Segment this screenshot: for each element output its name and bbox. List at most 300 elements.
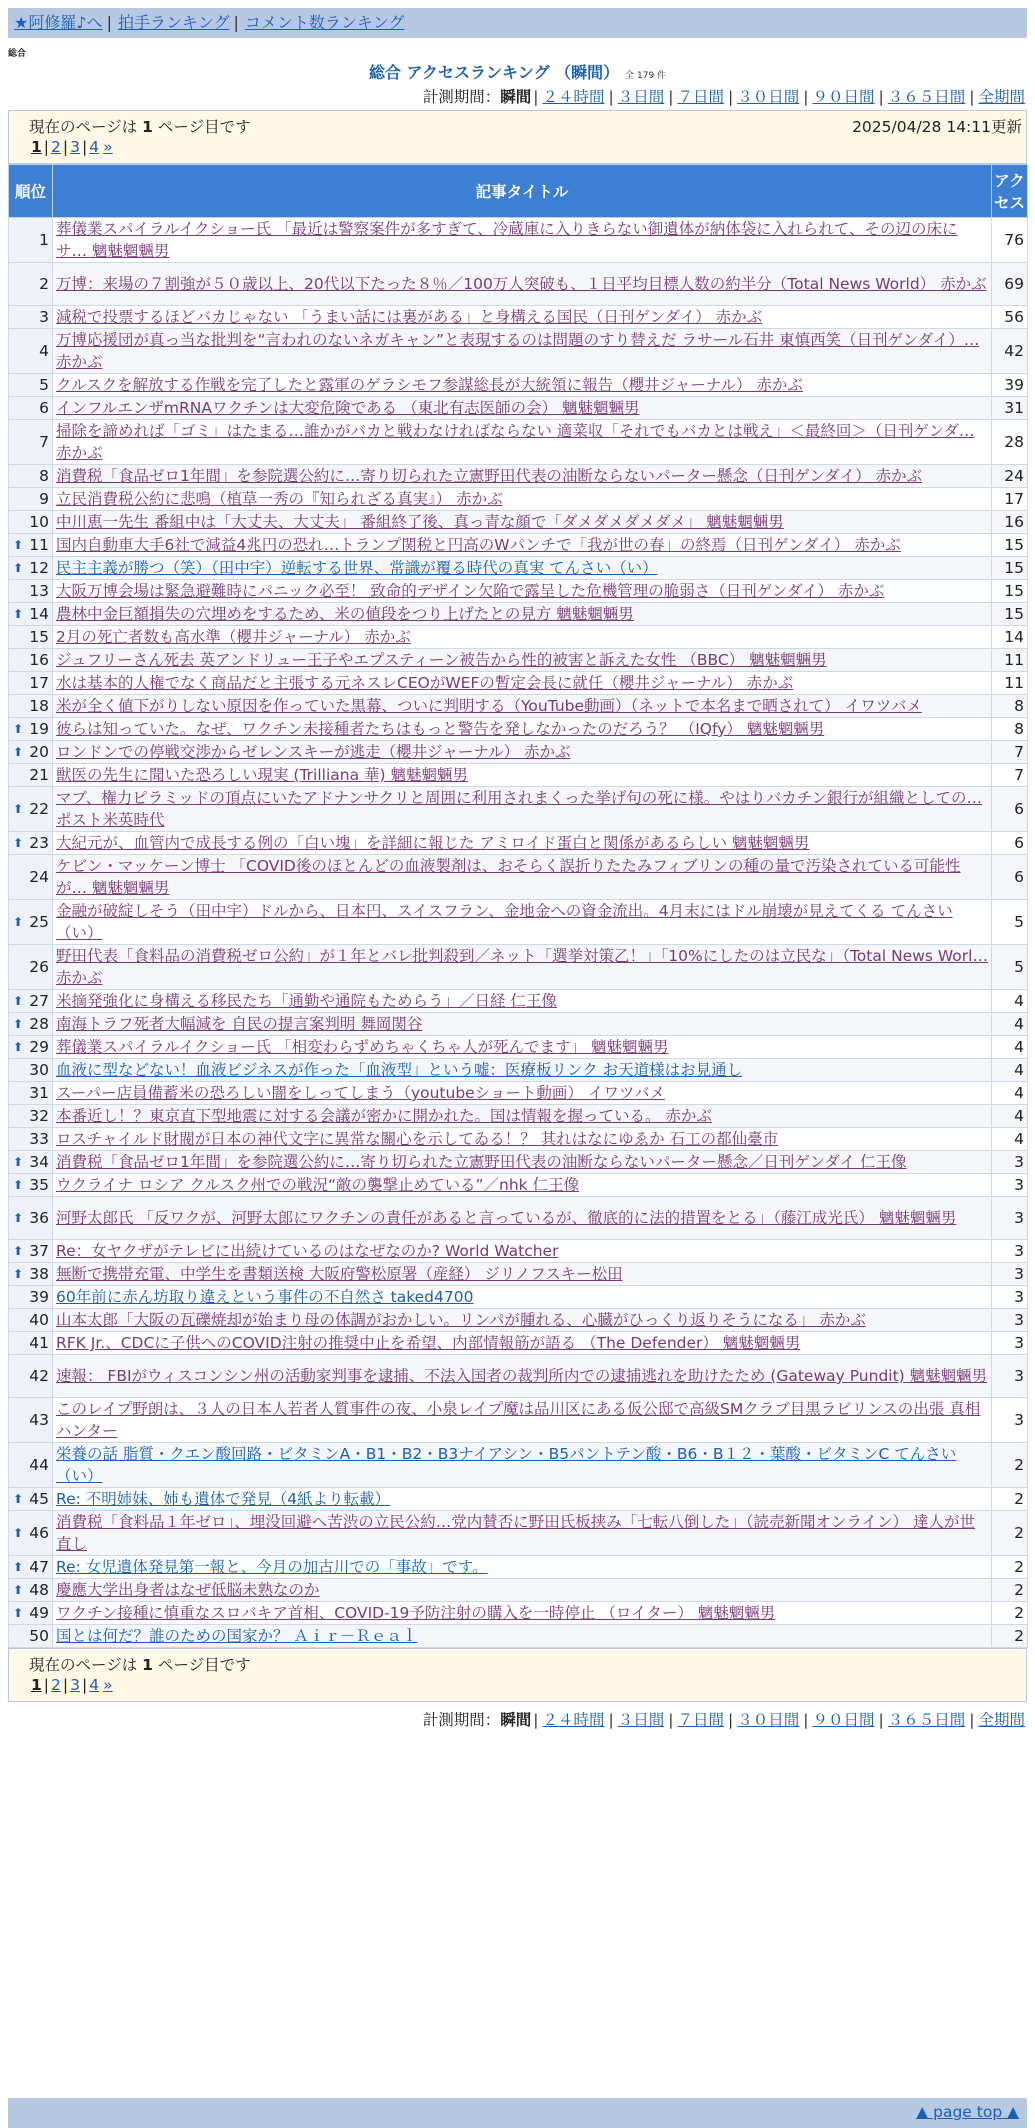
period-link[interactable]: ３０日間 xyxy=(737,88,800,106)
pager-page-link[interactable]: 3 xyxy=(70,1676,81,1694)
title-cell xyxy=(53,832,992,855)
table-header-row xyxy=(9,165,1028,218)
pager-separator: | xyxy=(82,138,88,156)
pager xyxy=(29,138,115,156)
article-link[interactable]: 血液に型などない！血液ビジネスが作った「血液型」という嘘：医療板リンク お天道様はお見通し xyxy=(56,1061,743,1079)
article-link[interactable]: Re: 不明姉妹、姉も遺体で発見（4紙より転載） xyxy=(56,1490,391,1508)
rank-cell xyxy=(9,1059,53,1082)
table-row xyxy=(9,1013,1028,1036)
rank-cell xyxy=(9,649,53,672)
title-cell xyxy=(53,1174,992,1197)
period-separator: | xyxy=(533,88,539,106)
article-link[interactable]: Re：女ヤクザがテレビに出続けているのはなぜなのか? World Watcher xyxy=(56,1242,559,1260)
article-link[interactable]: クルスクを解放する作戦を完了したと露軍のゲラシモフ参謀総長が大統領に報告（櫻井ジャーナル） 赤かぶ xyxy=(56,376,803,394)
title-cell xyxy=(53,511,992,534)
article-link[interactable]: 速報： FBIがウィスコンシン州の活動家判事を逮捕、不法入国者の裁判所内での逮捕逃れを助けたため (Gateway Pundit) 魑魅魍魎男 xyxy=(56,1367,988,1385)
period-link[interactable]: ３日間 xyxy=(617,1711,665,1729)
table-row xyxy=(9,557,1028,580)
rank-cell xyxy=(9,1082,53,1105)
article-link[interactable]: 消費税「食品ゼロ1年間」を参院選公約に…寄り切られた立憲野田代表の油断ならないパーター懸念／日刊ゲンダイ 仁王像 xyxy=(56,1153,907,1171)
article-link[interactable]: 無断で携帯充電、中学生を書類送検 大阪府警松原署（産経） ジリノフスキー松田 xyxy=(56,1265,623,1283)
table-row xyxy=(9,1556,1028,1579)
period-link[interactable]: 全期間 xyxy=(978,88,1025,106)
up-arrow-icon: ⬆ xyxy=(13,802,24,816)
rank-cell xyxy=(9,764,53,787)
access-count: 8 xyxy=(992,695,1028,718)
applause-ranking-link[interactable]: 拍手ランキング xyxy=(117,13,230,32)
up-arrow-icon: ⬆ xyxy=(13,994,24,1008)
article-link[interactable]: 中川恵一先生 番組中は「大丈夫、大丈夫」 番組終了後、真っ青な顔で「ダメダメダメダメ」 魑魅魍魎男 xyxy=(56,513,784,531)
article-link[interactable]: 山本太郎「大阪の瓦礫焼却が始まり母の体調がおかしい。リンパが腫れる、心臓がひっくり返りそうになる」 赤かぶ xyxy=(56,1311,866,1329)
article-link[interactable]: 国とは何だ？誰のための国家か？ Ａｉｒ－Ｒｅａｌ xyxy=(56,1627,418,1645)
current-page-text xyxy=(29,115,251,137)
access-count: 2 xyxy=(992,1488,1028,1511)
access-count: 4 xyxy=(992,1128,1028,1151)
table-row xyxy=(9,741,1028,764)
pager-page-link[interactable]: 4 xyxy=(89,1676,100,1694)
rank-number: 33 xyxy=(29,1130,49,1148)
period-link[interactable]: ３０日間 xyxy=(737,1711,800,1729)
period-separator: | xyxy=(803,1711,809,1729)
table-row xyxy=(9,1398,1028,1443)
rank-cell xyxy=(9,672,53,695)
table-row xyxy=(9,945,1028,990)
up-arrow-icon: ⬆ xyxy=(13,1492,24,1506)
access-count: 3 xyxy=(992,1309,1028,1332)
period-link[interactable]: ３６５日間 xyxy=(887,1711,966,1729)
access-count: 31 xyxy=(992,397,1028,420)
access-count: 24 xyxy=(992,465,1028,488)
rank-cell xyxy=(9,718,53,741)
access-count: 2 xyxy=(992,1511,1028,1556)
rank-number: 1 xyxy=(39,231,49,249)
rank-number: 19 xyxy=(29,720,49,738)
table-row xyxy=(9,1082,1028,1105)
access-count: 4 xyxy=(992,990,1028,1013)
rank-cell xyxy=(9,1625,53,1648)
period-separator: | xyxy=(969,1711,975,1729)
period-separator: | xyxy=(728,88,734,106)
up-arrow-icon: ⬆ xyxy=(13,1583,24,1597)
period-label: 計測期間： xyxy=(422,1711,501,1729)
table-row xyxy=(9,1036,1028,1059)
rank-cell xyxy=(9,1355,53,1398)
access-count: 2 xyxy=(992,1443,1028,1488)
access-count: 3 xyxy=(992,1355,1028,1398)
article-link[interactable]: 大阪万博会場は緊急避難時にパニック必至！ 致命的デザイン欠陥で露呈した危機管理の脆弱さ（日刊ゲンダイ） 赤かぶ xyxy=(56,582,885,600)
rank-cell xyxy=(9,488,53,511)
access-count: 16 xyxy=(992,511,1028,534)
rank-cell xyxy=(9,534,53,557)
rank-cell xyxy=(9,1398,53,1443)
rank-cell xyxy=(9,1013,53,1036)
access-count: 4 xyxy=(992,1059,1028,1082)
period-link[interactable]: ７日間 xyxy=(677,1711,724,1729)
title-cell xyxy=(53,557,992,580)
rank-cell xyxy=(9,465,53,488)
period-current: 瞬間 xyxy=(500,88,532,106)
article-link[interactable]: 万博：来場の７割強が５０歳以上、20代以下たった８％／100万人突破も、１日平均目標人数の約半分（Total News World） 赤かぶ xyxy=(56,275,987,293)
article-link[interactable]: 河野太郎氏 「反ワクが、河野太郎にワクチンの責任があると言っているが、徹底的に法的措置をとる」（藤江成光氏） 魑魅魍魎男 xyxy=(56,1209,957,1227)
title-cell xyxy=(53,1013,992,1036)
table-row xyxy=(9,465,1028,488)
title-cell xyxy=(53,1151,992,1174)
article-link[interactable]: このレイプ野朗は、３人の日本人若者人質事件の夜、小泉レイプ魔は品川区にある仮公邸で高級SMクラブ目黒ラビリンスの出張 真相ハンター xyxy=(56,1400,981,1440)
pager-next-link[interactable]: » xyxy=(103,1676,113,1694)
table-row xyxy=(9,1059,1028,1082)
table-row xyxy=(9,1309,1028,1332)
article-link[interactable]: 葬儀業スパイラルイクショー氏 「最近は警察案件が多すぎて、冷蔵庫に入りきらない御遺体が納体袋に入れられて、その辺の床にサ… 魑魅魍魎男 xyxy=(56,220,958,260)
rank-cell xyxy=(9,1443,53,1488)
article-link[interactable]: ロスチャイルド財閥が日本の神代文字に異常な關心を示してゐる！？ 其れはなにゆゑか 石工の都仙臺市 xyxy=(56,1130,779,1148)
title-cell xyxy=(53,1197,992,1240)
title-cell xyxy=(53,263,992,306)
article-link[interactable]: 南海トラフ死者大幅減を 自民の提言案判明 舞岡関谷 xyxy=(56,1015,423,1033)
rank-number: 2 xyxy=(39,275,49,293)
rank-cell xyxy=(9,1151,53,1174)
rank-cell xyxy=(9,695,53,718)
title-cell xyxy=(53,1036,992,1059)
rank-number: 43 xyxy=(29,1411,49,1429)
rank-cell xyxy=(9,1240,53,1263)
access-count: 3 xyxy=(992,1286,1028,1309)
period-link[interactable]: ３日間 xyxy=(617,88,665,106)
period-separator: | xyxy=(668,1711,674,1729)
article-link[interactable]: 掃除を諦めれば「ゴミ」はたまる…誰かがバカと戦わなければならない 適菜収「それでもバカとは戦え」＜最終回＞（日刊ゲンダ… 赤かぶ xyxy=(56,422,975,462)
current-page-number: 1 xyxy=(142,1656,153,1674)
period-separator: | xyxy=(969,88,975,106)
title-cell xyxy=(53,672,992,695)
title-cell xyxy=(53,1128,992,1151)
period-selector-top xyxy=(423,85,1027,107)
period-selector-bottom xyxy=(423,1708,1027,1730)
period-separator: | xyxy=(878,88,884,106)
table-row xyxy=(9,1128,1028,1151)
article-link[interactable]: 栄養の話 脂質・クエン酸回路・ビタミンA・B1・B2・B3ナイアシン・B5パントテン酸・B6・B１２・葉酸・ビタミンC てんさい（い） xyxy=(56,1445,957,1485)
title-cell xyxy=(53,900,992,945)
rank-number: 3 xyxy=(39,308,49,326)
table-row xyxy=(9,1625,1028,1648)
title-cell xyxy=(53,1602,992,1625)
pager-separator: | xyxy=(43,1676,50,1694)
rank-cell xyxy=(9,1197,53,1240)
period-separator: | xyxy=(668,88,674,106)
title-cell xyxy=(53,1556,992,1579)
article-link[interactable]: 消費税「食料品１年ゼロ」、埋没回避へ苦渋の立民公約…党内賛否に野田氏板挟み「七転八倒した」（読売新聞オンライン） 達人が世直し xyxy=(56,1513,975,1553)
rank-number: 16 xyxy=(29,651,49,669)
pager-page-link[interactable]: 2 xyxy=(51,138,61,156)
up-arrow-icon: ⬆ xyxy=(13,722,24,736)
pager xyxy=(29,1676,115,1694)
article-link[interactable]: 米摘発強化に身構える移民たち「通勤や通院もためらう」／日経 仁王像 xyxy=(56,992,557,1010)
rank-number: 47 xyxy=(29,1558,49,1576)
article-link[interactable]: 民主主義が勝つ（笑）（田中宇）逆転する世界、常識が覆る時代の真実 てんさい（い） xyxy=(56,559,658,577)
access-count: 5 xyxy=(992,900,1028,945)
rank-cell xyxy=(9,397,53,420)
article-link[interactable]: スーパー店員備蓄米の恐ろしい闇をしってしまう（youtubeショート動画） イワツバメ xyxy=(56,1084,666,1102)
article-link[interactable]: 減税で投票するほどバカじゃない 「うまい話には裏がある」と身構える国民（日刊ゲンダイ） 赤かぶ xyxy=(56,308,763,326)
period-separator: | xyxy=(608,1711,614,1729)
title-cell xyxy=(53,1105,992,1128)
title-cell xyxy=(53,397,992,420)
article-link[interactable]: 国内自動車大手6社で減益4兆円の恐れ…トランプ関税と円高のWパンチで「我が世の春」の終焉（日刊ゲンダイ） 赤かぶ xyxy=(56,536,901,554)
pager-separator: | xyxy=(62,1676,69,1694)
rank-number: 12 xyxy=(29,559,49,577)
rank-number: 24 xyxy=(29,868,49,886)
rank-cell xyxy=(9,1579,53,1602)
rank-number: 8 xyxy=(39,467,49,485)
up-arrow-icon: ⬆ xyxy=(13,607,24,621)
article-link[interactable]: ジュフリーさん死去 英アンドリュー王子やエプスティーン被告から性的被害と訴えた女性 （BBC） 魑魅魍魎男 xyxy=(56,651,827,669)
period-link[interactable]: ２４時間 xyxy=(542,1711,605,1729)
access-count: 2 xyxy=(992,1602,1028,1625)
rank-number: 13 xyxy=(29,582,49,600)
table-row xyxy=(9,1240,1028,1263)
rank-cell xyxy=(9,511,53,534)
rank-cell xyxy=(9,263,53,306)
period-link[interactable]: ９０日間 xyxy=(812,88,875,106)
access-count: 56 xyxy=(992,306,1028,329)
table-row xyxy=(9,1355,1028,1398)
article-link[interactable]: マブ、権力ピラミッドの頂点にいたアドナンサクリと周囲に利用されまくった挙げ句の死に様。やはりバカチン銀行が組織としての… ポスト米英時代 xyxy=(56,789,982,829)
rank-cell xyxy=(9,787,53,832)
comment-ranking-link[interactable]: コメント数ランキング xyxy=(244,13,405,32)
access-count: 42 xyxy=(992,329,1028,374)
page-prefix: 現在のページは xyxy=(29,118,138,136)
article-link[interactable]: 野田代表「食料品の消費税ゼロ公約」が１年とバレ批判殺到／ネット「選挙対策乙！」「10%にしたのは立民な」（Total News Worl… 赤かぶ xyxy=(56,947,988,987)
period-link[interactable]: ７日間 xyxy=(677,88,724,106)
article-link[interactable]: 慶應大学出身者はなぜ低脳未熟なのか xyxy=(56,1581,320,1599)
rank-cell xyxy=(9,945,53,990)
top-nav-bar xyxy=(8,8,1027,38)
article-link[interactable]: 万博応援団が真っ当な批判を“言われのないネガキャン”と表現するのは問題のすり替えだ ラサール石井 東慎西笑（日刊ゲンダイ）… 赤かぶ xyxy=(56,331,980,371)
pager-separator: | xyxy=(43,138,50,156)
title-cell xyxy=(53,534,992,557)
title-cell xyxy=(53,990,992,1013)
pager-page-link[interactable]: 3 xyxy=(70,138,81,156)
article-link[interactable]: RFK Jr.、CDCに子供へのCOVID注射の推奨中止を希望、内部情報筋が語る （The Defender） 魑魅魍魎男 xyxy=(56,1334,801,1352)
rank-cell xyxy=(9,855,53,900)
access-count: 6 xyxy=(992,832,1028,855)
rank-cell xyxy=(9,1556,53,1579)
title-cell xyxy=(53,1579,992,1602)
article-link[interactable]: ワクチン接種に慎重なスロバキア首相、COVID-19予防注射の購入を一時停止 （ロイター） 魑魅魍魎男 xyxy=(56,1604,776,1622)
up-arrow-icon: ⬆ xyxy=(13,1178,24,1192)
article-link[interactable]: 農林中金巨額損失の穴埋めをするため、米の値段をつり上げたとの見方 魑魅魍魎男 xyxy=(56,605,634,623)
table-row xyxy=(9,580,1028,603)
access-count: 14 xyxy=(992,626,1028,649)
rank-cell xyxy=(9,603,53,626)
rank-cell xyxy=(9,580,53,603)
rank-number: 4 xyxy=(39,342,49,360)
period-link[interactable]: ３６５日間 xyxy=(887,88,966,106)
access-count: 7 xyxy=(992,764,1028,787)
pager-current-page: 1 xyxy=(31,138,42,156)
rank-cell xyxy=(9,626,53,649)
rank-number: 17 xyxy=(29,674,49,692)
rank-cell xyxy=(9,900,53,945)
article-link[interactable]: 2月の死亡者数も高水準（櫻井ジャーナル） 赤かぶ xyxy=(56,628,411,646)
article-link[interactable]: 米が全く値下がりしない原因を作っていた黒幕、ついに判明する（YouTube動画）（ネットで本名まで晒されて） イワツバメ xyxy=(56,697,922,715)
rank-number: 35 xyxy=(29,1176,49,1194)
page-info-top xyxy=(8,110,1027,164)
table-row xyxy=(9,900,1028,945)
rank-cell xyxy=(9,218,53,263)
title-cell xyxy=(53,1511,992,1556)
title-cell xyxy=(53,488,992,511)
access-count: 3 xyxy=(992,1174,1028,1197)
up-arrow-icon: ⬆ xyxy=(13,915,24,929)
up-arrow-icon: ⬆ xyxy=(13,1017,24,1031)
table-row xyxy=(9,534,1028,557)
table-row xyxy=(9,649,1028,672)
category-label: 総合 xyxy=(8,49,27,59)
article-link[interactable]: 60年前に赤ん坊取り違えという事件の不自然さ taked4700 xyxy=(56,1288,474,1306)
access-count: 76 xyxy=(992,218,1028,263)
pager-separator: | xyxy=(62,138,69,156)
article-link[interactable]: 金融が破綻しそう（田中宇）ドルから、日本円、スイスフラン、金地金への資金流出。4月末にはドル崩壊が見えてくる てんさい（い） xyxy=(56,902,953,942)
rank-number: 32 xyxy=(29,1107,49,1125)
table-row xyxy=(9,832,1028,855)
rank-number: 30 xyxy=(29,1061,49,1079)
rank-number: 31 xyxy=(29,1084,49,1102)
header-access: アクセス xyxy=(992,165,1028,218)
article-link[interactable]: 消費税「食品ゼロ1年間」を参院選公約に…寄り切られた立憲野田代表の油断ならないパーター懸念（日刊ゲンダイ） 赤かぶ xyxy=(56,467,923,485)
title-cell xyxy=(53,306,992,329)
title-cell xyxy=(53,1443,992,1488)
table-row xyxy=(9,397,1028,420)
rank-number: 40 xyxy=(29,1311,49,1329)
up-arrow-icon: ⬆ xyxy=(13,1526,24,1540)
access-count: 6 xyxy=(992,855,1028,900)
title-cell xyxy=(53,855,992,900)
article-link[interactable]: ウクライナ ロシア クルスク州での戦況“敵の襲撃止めている”／nhk 仁王像 xyxy=(56,1176,580,1194)
rank-cell xyxy=(9,329,53,374)
table-row xyxy=(9,329,1028,374)
pager-page-link[interactable]: 4 xyxy=(89,138,100,156)
access-count: 4 xyxy=(992,1013,1028,1036)
period-link[interactable]: 全期間 xyxy=(978,1711,1025,1729)
article-link[interactable]: 葬儀業スパイラルイクショー氏 「相変わらずめちゃくちゃ人が死んでます」 魑魅魍魎男 xyxy=(56,1038,669,1056)
access-count: 69 xyxy=(992,263,1028,306)
up-arrow-icon: ⬆ xyxy=(13,561,24,575)
pager-next-link[interactable]: » xyxy=(103,138,113,156)
rank-number: 21 xyxy=(29,766,49,784)
table-row xyxy=(9,1488,1028,1511)
page-suffix: ページ目です xyxy=(157,118,251,136)
period-separator: | xyxy=(608,88,614,106)
header-rank: 順位 xyxy=(9,165,53,218)
article-link[interactable]: 彼らは知っていた。なぜ、ワクチン未接種者たちはもっと警告を発しなかったのだろう？ （IQfy） 魑魅魍魎男 xyxy=(56,720,825,738)
period-separator: | xyxy=(533,1711,539,1729)
rank-cell xyxy=(9,1488,53,1511)
table-row xyxy=(9,855,1028,900)
up-arrow-icon: ⬆ xyxy=(13,745,24,759)
article-link[interactable]: インフルエンザmRNAワクチンは大変危険である （東北有志医師の会） 魑魅魍魎男 xyxy=(56,399,640,417)
article-link[interactable]: 本番近し！？東京直下型地震に対する会議が密かに開かれた。国は情報を握っている。 赤かぶ xyxy=(56,1107,712,1125)
table-row xyxy=(9,787,1028,832)
rank-number: 39 xyxy=(29,1288,49,1306)
rank-cell xyxy=(9,1309,53,1332)
rank-cell xyxy=(9,1105,53,1128)
title-cell xyxy=(53,329,992,374)
current-page-text xyxy=(29,1653,251,1675)
ranking-table xyxy=(8,164,1028,1648)
up-arrow-icon: ⬆ xyxy=(13,1606,24,1620)
table-row xyxy=(9,306,1028,329)
access-count: 4 xyxy=(992,1036,1028,1059)
page-top-link[interactable]: ▲ page top ▲ xyxy=(916,2103,1019,2121)
rank-number: 37 xyxy=(29,1242,49,1260)
rank-number: 22 xyxy=(29,800,49,818)
rank-number: 36 xyxy=(29,1209,49,1227)
article-link[interactable]: 立民消費税公約に悲鳴（植草一秀の『知られざる真実』） 赤かぶ xyxy=(56,490,503,508)
title-cell xyxy=(53,718,992,741)
access-count: 15 xyxy=(992,603,1028,626)
title-cell xyxy=(53,787,992,832)
period-link[interactable]: ９０日間 xyxy=(812,1711,875,1729)
rank-number: 6 xyxy=(39,399,49,417)
article-link[interactable]: Re: 女児遺体発見第一報と、今月の加古川での「事故」です。 xyxy=(56,1558,488,1576)
rank-cell xyxy=(9,1128,53,1151)
access-count: 5 xyxy=(992,945,1028,990)
title-cell xyxy=(53,580,992,603)
title-cell xyxy=(53,1240,992,1263)
up-arrow-icon: ⬆ xyxy=(13,1267,24,1281)
access-count: 28 xyxy=(992,420,1028,465)
rank-cell xyxy=(9,1511,53,1556)
access-count: 17 xyxy=(992,488,1028,511)
title-cell xyxy=(53,1263,992,1286)
rank-number: 23 xyxy=(29,834,49,852)
up-arrow-icon: ⬆ xyxy=(13,538,24,552)
nav-separator: | xyxy=(233,13,239,32)
table-row xyxy=(9,1151,1028,1174)
rank-number: 20 xyxy=(29,743,49,761)
page-prefix: 現在のページは xyxy=(29,1656,138,1674)
title-cell xyxy=(53,695,992,718)
table-row xyxy=(9,1579,1028,1602)
period-link[interactable]: ２４時間 xyxy=(542,88,605,106)
article-link[interactable]: 獣医の先生に聞いた恐ろしい現実 (Trilliana 華) 魑魅魍魎男 xyxy=(56,766,468,784)
access-count: 39 xyxy=(992,374,1028,397)
title-cell xyxy=(53,420,992,465)
pager-page-link[interactable]: 2 xyxy=(51,1676,61,1694)
page-suffix: ページ目です xyxy=(157,1656,251,1674)
title-cell xyxy=(53,626,992,649)
rank-cell xyxy=(9,741,53,764)
article-link[interactable]: 水は基本的人権でなく商品だと主張する元ネスレCEOがWEFの暫定会長に就任（櫻井ジャーナル） 赤かぶ xyxy=(56,674,794,692)
table-row xyxy=(9,263,1028,306)
article-link[interactable]: ロンドンでの停戦交渉からゼレンスキーが逃走（櫻井ジャーナル） 赤かぶ xyxy=(56,743,571,761)
rank-number: 5 xyxy=(39,376,49,394)
home-link[interactable]: ★阿修羅♪へ xyxy=(14,13,103,32)
access-count: 3 xyxy=(992,1332,1028,1355)
table-row xyxy=(9,1263,1028,1286)
article-link[interactable]: 大紀元が、血管内で成長する例の「白い塊」を詳細に報じた アミロイド蛋白と関係があるらしい 魑魅魍魎男 xyxy=(56,834,810,852)
up-arrow-icon: ⬆ xyxy=(13,1244,24,1258)
rank-number: 14 xyxy=(29,605,49,623)
rank-cell xyxy=(9,306,53,329)
pager-current-page: 1 xyxy=(31,1676,42,1694)
rank-number: 42 xyxy=(29,1367,49,1385)
rank-number: 41 xyxy=(29,1334,49,1352)
up-arrow-icon: ⬆ xyxy=(13,1155,24,1169)
access-count: 3 xyxy=(992,1151,1028,1174)
rank-number: 50 xyxy=(29,1627,49,1645)
article-link[interactable]: ケビン・マッケーン博士 「COVID後のほとんどの血液製剤は、おそらく誤折りたたみフィブリンの種の量で汚染されている可能性が… 魑魅魍魎男 xyxy=(56,857,961,897)
rank-number: 38 xyxy=(29,1265,49,1283)
